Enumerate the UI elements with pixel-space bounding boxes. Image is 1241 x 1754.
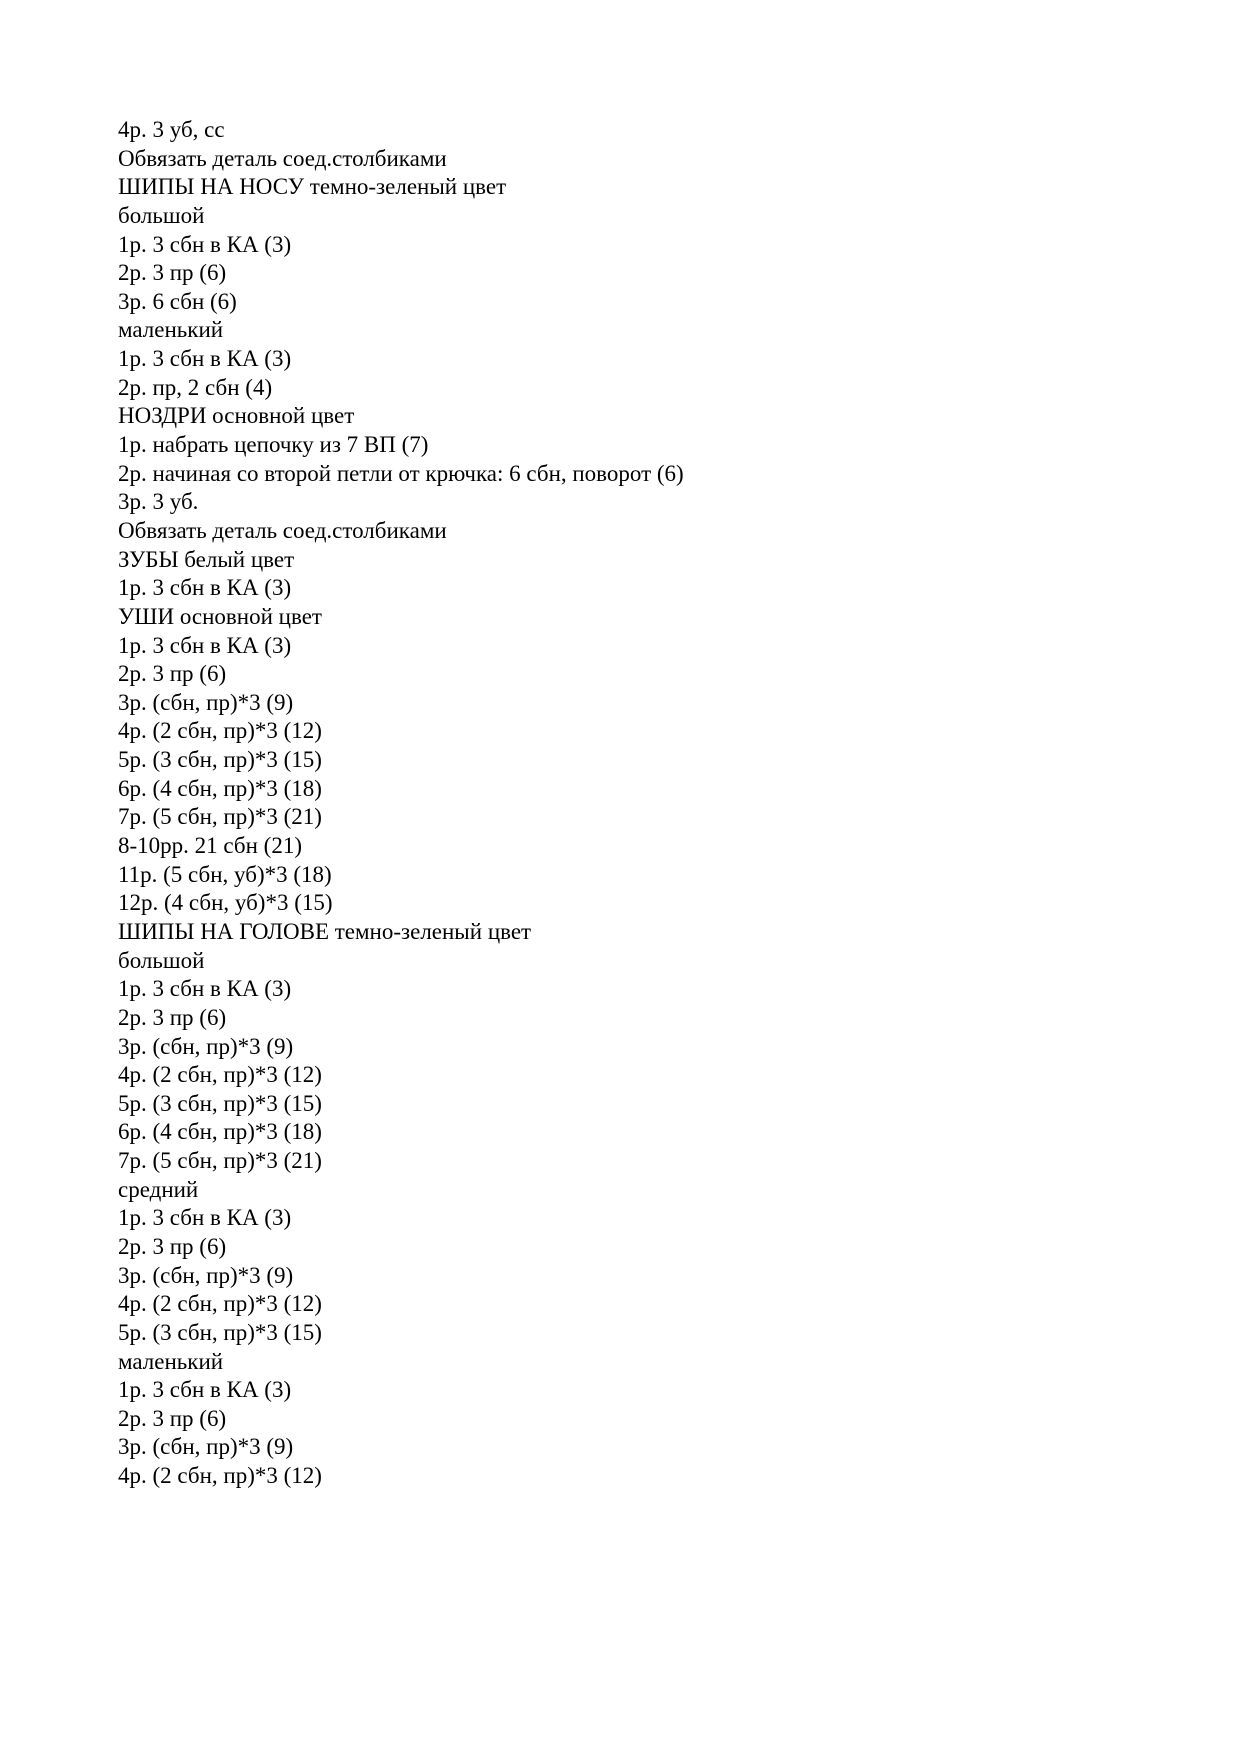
subsection-label: средний [118, 1176, 199, 1202]
text-line: 2р. 3 пр (6) [118, 1004, 227, 1030]
text-line: 2р. пр, 2 сбн (4) [118, 374, 273, 400]
subsection-label: маленький [118, 317, 224, 343]
text-line: 1р. 3 сбн в КА (3) [118, 231, 292, 257]
subsection-label: большой [118, 947, 205, 973]
section-heading: ШИПЫ НА НОСУ темно-зеленый цвет [118, 174, 507, 200]
text-line: 1р. 3 сбн в КА (3) [118, 632, 292, 658]
text-line: 3р. (сбн, пр)*3 (9) [118, 1434, 294, 1460]
subsection-label: большой [118, 202, 205, 228]
text-line: 1р. 3 сбн в КА (3) [118, 1377, 292, 1403]
text-line: 6р. (4 сбн, пр)*3 (18) [118, 1119, 322, 1145]
text-line: 1р. 3 сбн в КА (3) [118, 976, 292, 1002]
text-line: 3р. 6 сбн (6) [118, 288, 237, 314]
section-heading: ШИПЫ НА ГОЛОВЕ темно-зеленый цвет [118, 918, 532, 944]
text-line: 5р. (3 сбн, пр)*3 (15) [118, 747, 322, 773]
subsection-label: маленький [118, 1348, 224, 1374]
text-line: 2р. 3 пр (6) [118, 1405, 227, 1431]
text-line: 2р. 3 пр (6) [118, 661, 227, 687]
text-line: 3р. (сбн, пр)*3 (9) [118, 689, 294, 715]
section-heading: НОЗДРИ основной цвет [118, 403, 355, 429]
text-line: 4р. (2 сбн, пр)*3 (12) [118, 718, 322, 744]
section-heading: ЗУБЫ белый цвет [118, 546, 295, 572]
text-line: 1р. 3 сбн в КА (3) [118, 1205, 292, 1231]
text-line: 7р. (5 сбн, пр)*3 (21) [118, 1148, 322, 1174]
text-line: 4р. (2 сбн, пр)*3 (12) [118, 1062, 322, 1088]
text-line: 11р. (5 сбн, уб)*3 (18) [118, 861, 332, 887]
text-line: 3р. (сбн, пр)*3 (9) [118, 1262, 294, 1288]
text-line: 7р. (5 сбн, пр)*3 (21) [118, 804, 322, 830]
text-line: 4р. 3 уб, сс [118, 117, 225, 142]
text-line: 1р. 3 сбн в КА (3) [118, 575, 292, 601]
text-line: 5р. (3 сбн, пр)*3 (15) [118, 1319, 322, 1345]
text-line: 1р. набрать цепочку из 7 ВП (7) [118, 432, 429, 458]
text-line: Обвязать деталь соед.столбиками [118, 145, 447, 171]
text-line: 2р. 3 пр (6) [118, 1233, 227, 1259]
section-heading: УШИ основной цвет [118, 603, 322, 629]
text-line: 4р. (2 сбн, пр)*3 (12) [118, 1463, 322, 1489]
text-line: 2р. 3 пр (6) [118, 260, 227, 286]
text-line: 5р. (3 сбн, пр)*3 (15) [118, 1090, 322, 1116]
text-line: Обвязать деталь соед.столбиками [118, 517, 447, 543]
text-line: 6р. (4 сбн, пр)*3 (18) [118, 775, 322, 801]
text-line: 4р. (2 сбн, пр)*3 (12) [118, 1291, 322, 1317]
text-line: 2р. начиная со второй петли от крючка: 6 сбн, поворот (6) [118, 460, 684, 486]
pattern-text [118, 116, 1118, 1491]
text-line: 12р. (4 сбн, уб)*3 (15) [118, 890, 333, 916]
text-line: 1р. 3 сбн в КА (3) [118, 346, 292, 372]
text-line: 3р. 3 уб. [118, 489, 199, 515]
text-line: 8-10рр. 21 сбн (21) [118, 833, 302, 859]
text-line: 3р. (сбн, пр)*3 (9) [118, 1033, 294, 1059]
